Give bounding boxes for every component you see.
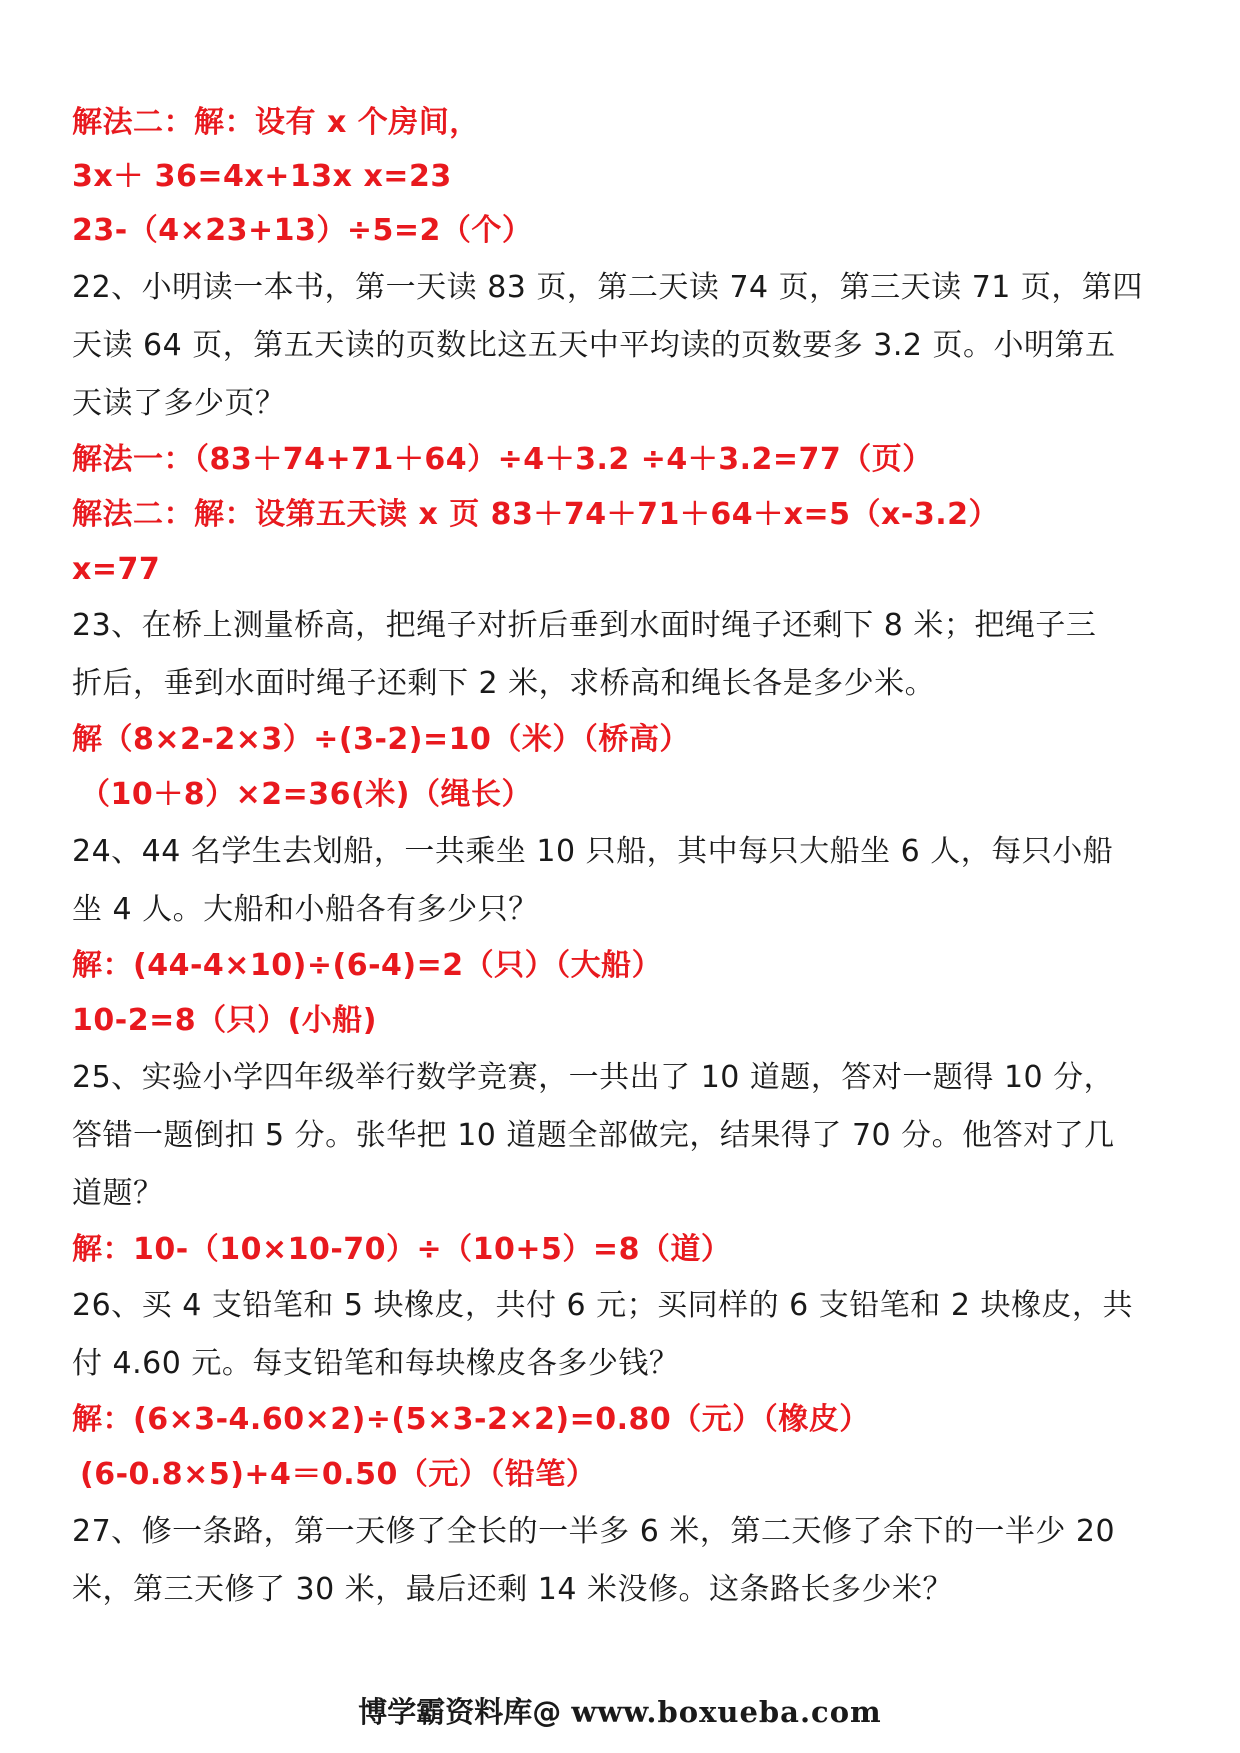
question-23-line: 折后，垂到水面时绳子还剩下 2 米，求桥高和绳长各是多少米。 bbox=[72, 666, 936, 701]
footer-watermark bbox=[0, 1692, 1240, 1732]
question-25-line: 25、实验小学四年级举行数学竞赛，一共出了 10 道题，答对一题得 10 分， bbox=[72, 1060, 1115, 1095]
question-26-line: 26、买 4 支铅笔和 5 块橡皮，共付 6 元；买同样的 6 支铅笔和 2 块橡皮，共 bbox=[72, 1288, 1133, 1323]
question-24-line: 坐 4 人。大船和小船各有多少只？ bbox=[72, 892, 539, 927]
question-25-line: 答错一题倒扣 5 分。张华把 10 道题全部做完，结果得了 70 分。他答对了几 bbox=[72, 1118, 1115, 1153]
answer-line: 解法二：解：设第五天读 x 页 83＋74＋71＋64＋x=5（x-3.2） bbox=[72, 497, 999, 532]
question-22-line: 天读 64 页，第五天读的页数比这五天中平均读的页数要多 3.2 页。小明第五 bbox=[72, 328, 1116, 363]
answer-line: 23-（4×23+13）÷5=2（个） bbox=[72, 213, 533, 248]
answer-line: 解：(44-4×10)÷(6-4)=2（只）（大船） bbox=[72, 948, 663, 983]
question-23-line: 23、在桥上测量桥高，把绳子对折后垂到水面时绳子还剩下 8 米；把绳子三 bbox=[72, 608, 1097, 643]
footer-url: www.boxueba.com bbox=[571, 1695, 882, 1729]
footer-at: @ bbox=[532, 1695, 562, 1729]
answer-line: (6-0.8×5)+4＝0.50（元）（铅笔） bbox=[80, 1457, 597, 1492]
question-22-line: 天读了多少页？ bbox=[72, 386, 286, 421]
question-27-line: 米，第三天修了 30 米，最后还剩 14 米没修。这条路长多少米？ bbox=[72, 1572, 953, 1607]
question-26-line: 付 4.60 元。每支铅笔和每块橡皮各多少钱？ bbox=[72, 1346, 680, 1381]
question-24-line: 24、44 名学生去划船，一共乘坐 10 只船，其中每只大船坐 6 人，每只小船 bbox=[72, 834, 1114, 869]
answer-line: 解（8×2-2×3）÷(3-2)=10（米）（桥高） bbox=[72, 722, 690, 757]
question-22-line: 22、小明读一本书，第一天读 83 页，第二天读 74 页，第三天读 71 页，第四 bbox=[72, 270, 1143, 305]
answer-line: 3x＋ 36=4x+13x x=23 bbox=[72, 159, 452, 194]
answer-line: （10＋8）×2=36(米)（绳长） bbox=[80, 777, 532, 812]
answer-line: x=77 bbox=[72, 552, 161, 587]
answer-line: 解：(6×3-4.60×2)÷(5×3-2×2)=0.80（元）（橡皮） bbox=[72, 1402, 870, 1437]
footer-brand: 博学霸资料库 bbox=[358, 1695, 533, 1729]
answer-line: 10-2=8（只）(小船) bbox=[72, 1003, 378, 1038]
question-25-line: 道题？ bbox=[72, 1176, 164, 1211]
answer-line: 解法一：（83＋74+71＋64）÷4＋3.2 ÷4＋3.2=77（页） bbox=[72, 442, 933, 477]
answer-line: 解法二：解：设有 x 个房间， bbox=[72, 105, 480, 140]
question-27-line: 27、修一条路，第一天修了全长的一半多 6 米，第二天修了余下的一半少 20 bbox=[72, 1514, 1116, 1549]
answer-line: 解：10-（10×10-70）÷（10+5）=8（道） bbox=[72, 1232, 732, 1267]
